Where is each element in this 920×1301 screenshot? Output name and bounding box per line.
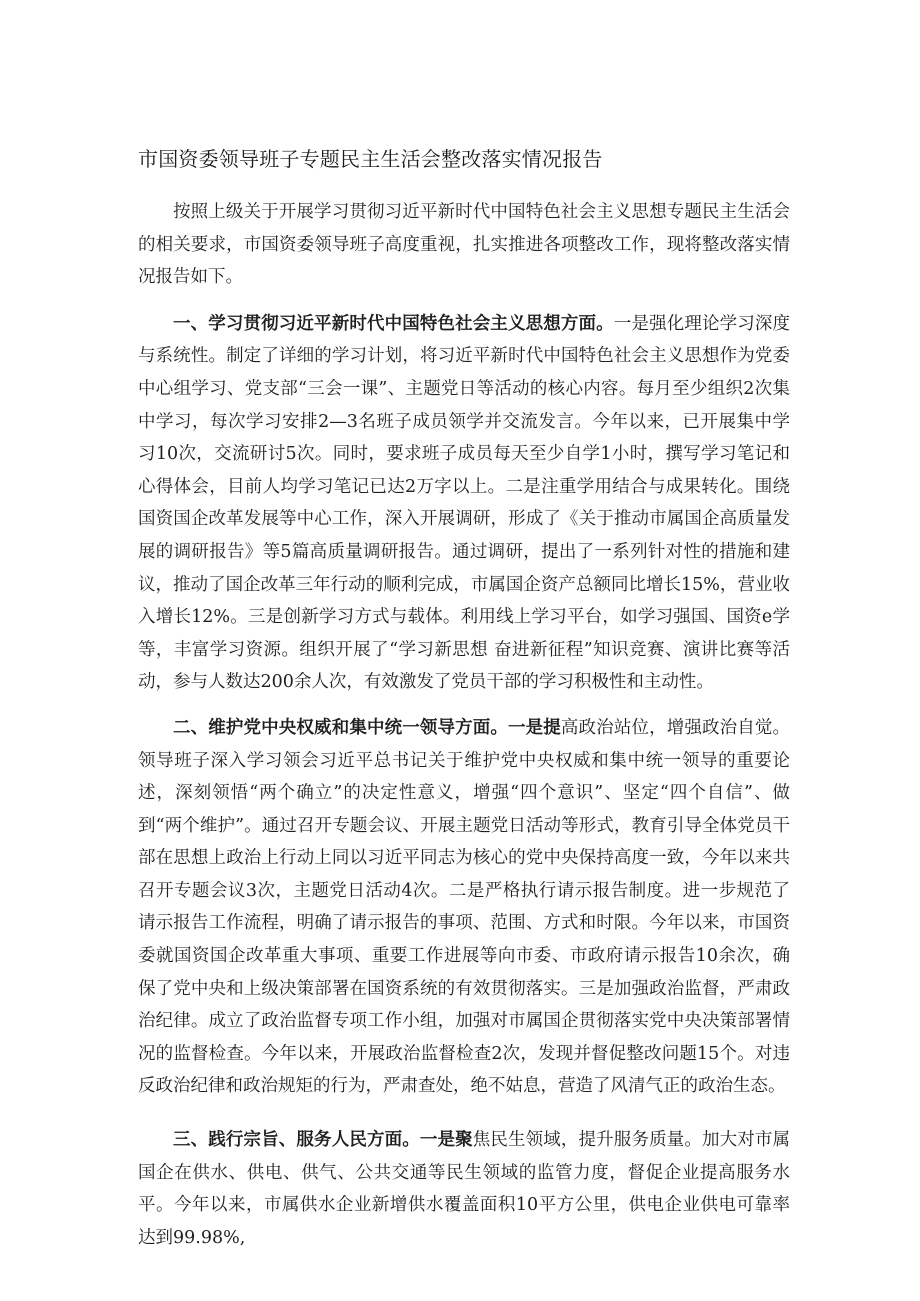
section-heading-2: 二、维护党中央权威和集中统一领导方面。一是提 bbox=[173, 717, 561, 738]
section-body-2: 高政治站位，增强政治自觉。领导班子深入学习领会习近平总书记关于维护党中央权威和集中统一领导的重要论述，深刻领悟“两个确立”的决定性意义，增强“四个意识”、坚定“四个自信”、做到“两个维护”。通过召开专题会议、开展主题党日活动等形式，教育引导全体党员干部在思想上政治上行动上同以习近平同志为核心的党中央保持高度一致，今年以来共召开专题会议3次，主题党日活动4次。二是严格执行请示报告制度。进一步规范了请示报告工作流程，明确了请示报告的事项、范围、方式和时限。今年以来，市国资委就国资国企改革重大事项、重要工作进展等向市委、市政府请示报告10余次，确保了党中央和上级决策部署在国资系统的有效贯彻落实。三是加强政治监督，严肃政治纪律。成立了政治监督专项工作小组，加强对市属国企贯彻落实党中央决策部署情况的监督检查。今年以来，开展政治监督检查2次，发现并督促整改问题15个。对违反政治纪律和政治规矩的行为，严肃查处，绝不姑息，营造了风清气正的政治生态。 bbox=[138, 717, 791, 1097]
section-heading-3: 三、践行宗旨、服务人民方面。一是聚 bbox=[173, 1130, 473, 1151]
section-body-3: 焦民生领域，提升服务质量。加大对市属国企在供水、供电、供气、公共交通等民生领域的监管力度，督促企业提高服务水平。今年以来，市属供水企业新增供水覆盖面积10平方公里，供电企业供电可靠率达到99.98%, bbox=[138, 1130, 790, 1248]
section-body-1: 一是强化理论学习深度与系统性。制定了详细的学习计划，将习近平新时代中国特色社会主义思想作为党委中心组学习、党支部“三会一课”、主题党日等活动的核心内容。每月至少组织2次集中学习，每次学习安排2—3名班子成员领学并交流发言。今年以来，已开展集中学习10次，交流研讨5次。同时，要求班子成员每天至少自学1小时，撰写学习笔记和心得体会，目前人均学习笔记已达2万字以上。二是注重学用结合与成果转化。围绕国资国企改革发展等中心工作，深入开展调研，形成了《关于推动市属国企高质量发展的调研报告》等5篇高质量调研报告。通过调研，提出了一系列针对性的措施和建议，推动了国企改革三年行动的顺利完成，市属国企资产总额同比增长15%，营业收入增长12%。三是创新学习方式与载体。利用线上学习平台，如学习强国、国资e学等，丰富学习资源。组织开展了“学习新思想 奋进新征程”知识竞赛、演讲比赛等活动，参与人数达200余人次，有效激发了党员干部的学习积极性和主动性。 bbox=[138, 313, 791, 693]
document-title: 市国资委领导班子专题民主生活会整改落实情况报告 bbox=[138, 147, 603, 171]
section-paragraph-2 bbox=[138, 712, 790, 1103]
document-body bbox=[138, 196, 790, 1254]
section-paragraph-1 bbox=[138, 308, 790, 699]
section-heading-1: 一、学习贯彻习近平新时代中国特色社会主义思想方面。 bbox=[173, 313, 614, 334]
intro-paragraph: 按照上级关于开展学习贯彻习近平新时代中国特色社会主义思想专题民主生活会的相关要求，市国资委领导班子高度重视，扎实推进各项整改工作，现将整改落实情况报告如下。 bbox=[138, 202, 790, 288]
section-paragraph-3 bbox=[138, 1124, 790, 1254]
